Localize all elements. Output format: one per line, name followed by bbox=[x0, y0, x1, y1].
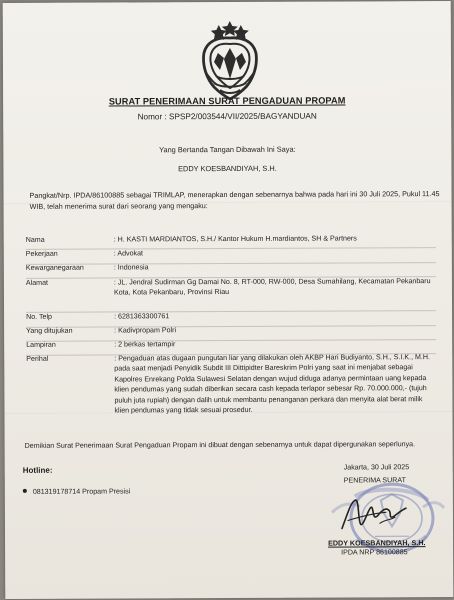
field-row-telepon bbox=[26, 310, 446, 321]
hotline-label: Hotline: bbox=[22, 465, 53, 475]
receiver-name: EDDY KOESBANDIYAH, S.H. bbox=[328, 538, 426, 548]
field-row-pekerjaan bbox=[25, 247, 446, 258]
field-value: : 2 berkas tertampir bbox=[114, 340, 176, 349]
field-label: Perihal bbox=[26, 354, 49, 363]
field-row-nama bbox=[25, 233, 446, 244]
hotline-text: 081319178714 Propam Presisi bbox=[32, 487, 131, 496]
police-crest-icon bbox=[191, 14, 269, 102]
signature-icon bbox=[338, 492, 410, 539]
signature-place-date: Jakarta, 30 Juli 2025 bbox=[343, 463, 410, 472]
intro-text: Yang Bertanda Tangan Dibawah Ini Saya: bbox=[159, 144, 296, 155]
field-value: : Kadivpropam Polri bbox=[114, 326, 177, 335]
field-label: Kewarganegaraan bbox=[25, 263, 84, 272]
field-row-alamat bbox=[25, 276, 446, 297]
field-row-ditujukan bbox=[26, 324, 446, 335]
field-label: Pekerjaan bbox=[25, 249, 58, 258]
field-label: Nama bbox=[25, 235, 45, 244]
signer-name: EDDY KOESBANDIYAH, S.H. bbox=[178, 163, 277, 174]
document-number: Nomor : SPSP2/003544/VII/2025/BAGYANDUAN bbox=[137, 111, 317, 122]
body-paragraph: Pangkat/Nrp. IPDA/86100885 sebagai TRIMLAP, menerapkan dengan sebenarnya bahwa pada hari ini 30 Juli 2025, Pukul 11.45 WIB, telah menerima surat dari seorang yang mengaku: bbox=[29, 189, 440, 212]
field-value: : Pengaduan atas dugaan pungutan liar yang dilakukan oleh AKBP Hari Budiyanto, S.H., S.I.K., M.H. pada saat menjadi Penyidik Subdit III Dittipidter Bareskrim Polri yang saat ini menjabat sebagai Kapolres Enrekang Polda Sulawesi Selatan dengan wujud diduga adanya permintaan uang kepada klien pendumas yang sudah diberikan secara cash kepada terlapor sebesar Rp. 70.000.000,- (tujuh puluh juta rupiah) dengan dalih untuk membantu penanganan perkara dan menyita alat berat milik klien pendumas yang tidak sesuai prosedur. bbox=[114, 353, 431, 415]
field-value: : H. KASTI MARDIANTOS, S.H./ Kantor Hukum H.mardiantos, SH & Partners bbox=[113, 234, 357, 244]
field-label: No. Telp bbox=[26, 312, 52, 321]
field-row-kewarganegaraan bbox=[25, 261, 446, 272]
field-label: Alamat bbox=[25, 278, 49, 287]
document-sheet bbox=[3, 1, 454, 599]
field-value: : 6281363300761 bbox=[114, 312, 170, 321]
field-label: Lampiran bbox=[26, 340, 56, 349]
signature-receiver-title: PENERIMA SURAT bbox=[343, 476, 406, 485]
closing-text: Demikian Surat Penerimaan Surat Pengaduan Propam ini dibuat dengan sebenarnya untuk dapat dipergunakan seperlunya. bbox=[24, 440, 416, 450]
field-value: : JL. Jendral Sudirman Gg Damai No. 8, RT-000, RW-000, Desa Sumahilang, Kecamatan Pekanbaru Kota, Kota Pekanbaru, Provinsi Riau bbox=[113, 277, 431, 297]
field-row-lampiran bbox=[26, 338, 446, 349]
field-row-perihal bbox=[26, 352, 446, 415]
hotline-item bbox=[23, 487, 130, 495]
field-value: : Indonesia bbox=[113, 263, 149, 272]
receiver-id: IPDA NRP 86100885 bbox=[341, 548, 408, 557]
document-title: SURAT PENERIMAAN SURAT PENGADUAN PROPAM bbox=[108, 95, 346, 107]
field-label: Yang ditujukan bbox=[26, 326, 73, 335]
complainant-fields bbox=[25, 233, 446, 415]
bullet-icon bbox=[23, 489, 27, 493]
field-value: : Advokat bbox=[113, 249, 144, 258]
